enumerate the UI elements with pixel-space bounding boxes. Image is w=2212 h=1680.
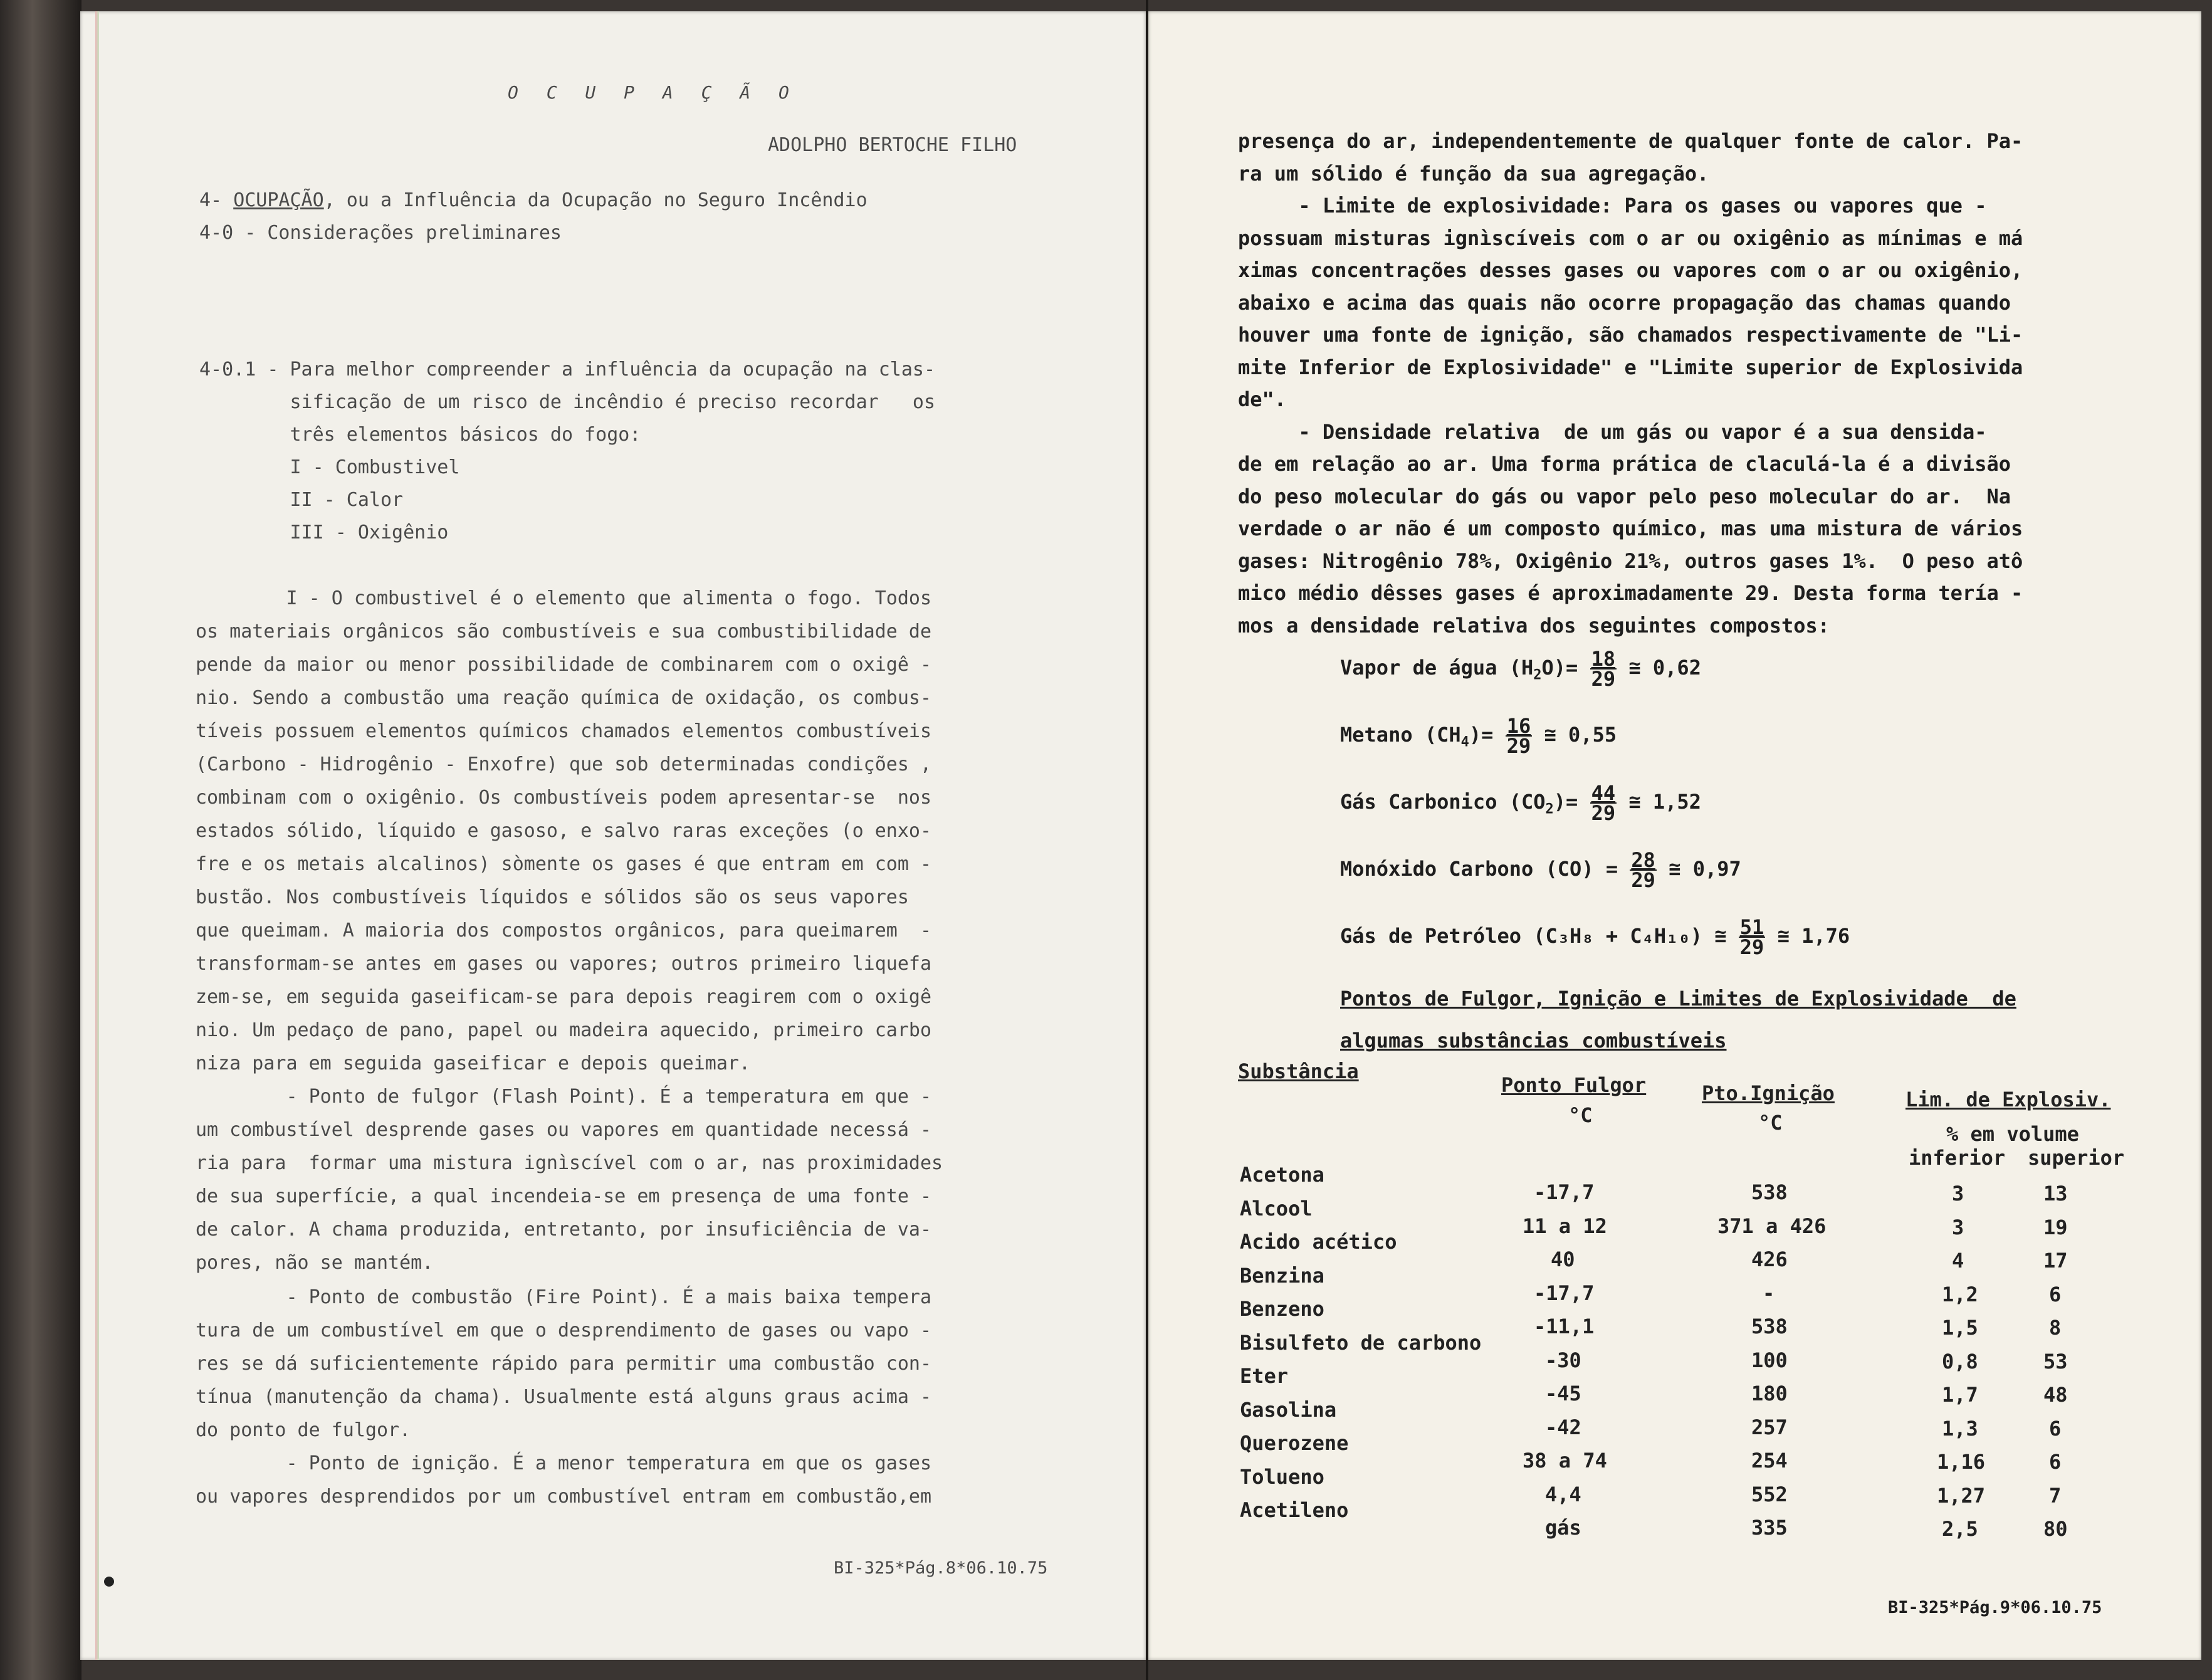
table-cell-flash: gás — [1545, 1516, 1581, 1540]
table-cell-substance: Querozene — [1240, 1431, 1349, 1455]
formula-result: ≅ 1,76 — [1765, 924, 1850, 948]
heading-rest: , ou a Influência da Ocupação no Seguro Incêndio — [323, 189, 868, 211]
right-footer: BI-325*Pág.9*06.10.75 — [1888, 1598, 2102, 1617]
text-line: transformam-se antes em gases ou vapores; outros primeiro liquefa — [196, 953, 931, 975]
text-line: bustão. Nos combustíveis líquidos e sólidos são os seus vapores — [196, 886, 909, 908]
text-line: (Carbono - Hidrogênio - Enxofre) que sob determinadas condições , — [196, 753, 931, 775]
book-edge — [0, 0, 81, 1680]
table-cell-flash: 4,4 — [1545, 1482, 1581, 1506]
text-line: que queimam. A maioria dos compostos orgânicos, para queimarem - — [196, 920, 931, 942]
table-title-line1: Pontos de Fulgor, Ignição e Limites de Explosividade de — [1340, 987, 2016, 1011]
table-cell-flash: -45 — [1545, 1382, 1581, 1405]
table-cell-upper: 6 — [2049, 1282, 2062, 1306]
text-line: abaixo e acima das quais não ocorre propagação das chamas quando — [1238, 290, 2011, 315]
text-line: mite Inferior de Explosividade" e "Limite superior de Explosivida — [1238, 355, 2023, 379]
header-substance: Substância — [1238, 1059, 1359, 1083]
fraction — [1739, 915, 1766, 959]
table-cell-upper: 17 — [2043, 1249, 2068, 1273]
heading-word: OCUPAÇÃO — [233, 189, 324, 211]
text-line: II - Calor — [199, 489, 404, 511]
text-line: mos a densidade relativa dos seguintes compostos: — [1238, 613, 1830, 638]
book-gutter — [1146, 0, 1148, 1680]
subheading: 4-0 - Considerações preliminares — [199, 222, 562, 244]
table-cell-flash: -42 — [1545, 1415, 1581, 1439]
formula-rest: O)= — [1541, 656, 1590, 680]
formula-result: ≅ 0,97 — [1656, 857, 1741, 881]
table-cell-substance: Acido acético — [1240, 1230, 1397, 1254]
fraction — [1630, 848, 1657, 892]
text-line: de calor. A chama produzida, entretanto, por insuficiência de va- — [196, 1219, 931, 1241]
text-line: um combustível desprende gases ou vapores em quantidade necessá - — [196, 1119, 931, 1141]
table-cell-substance: Benzeno — [1240, 1297, 1324, 1321]
text-line: ximas concentrações desses gases ou vapores com o ar ou oxigênio, — [1238, 258, 2023, 282]
formula-compound: Monóxido Carbono (CO) = — [1340, 857, 1630, 881]
text-line: niza para em seguida gaseificar e depois queimar. — [196, 1053, 751, 1074]
fraction — [1590, 647, 1617, 691]
header-upper: superior — [2028, 1146, 2125, 1170]
text-line: nio. Sendo a combustão uma reação química de oxidação, os combus- — [196, 687, 931, 709]
formula-subscript: 2 — [1533, 667, 1542, 683]
table-cell-ignition: 371 a 426 — [1717, 1214, 1827, 1238]
formula-result: ≅ 0,55 — [1532, 723, 1617, 747]
table-cell-ignition: 100 — [1751, 1348, 1788, 1372]
table-cell-ignition: - — [1763, 1281, 1775, 1305]
density-formula — [1340, 783, 1701, 828]
text-line: mico médio dêsses gases é aproximadamente 29. Desta forma tería - — [1238, 581, 2023, 605]
table-cell-ignition: 552 — [1751, 1482, 1788, 1506]
table-cell-substance: Eter — [1240, 1364, 1289, 1388]
density-formula — [1340, 649, 1701, 694]
text-line: I - O combustivel é o elemento que alimenta o fogo. Todos — [196, 587, 931, 609]
table-cell-lower: 3 — [1952, 1182, 1964, 1205]
text-line: sificação de um risco de incêndio é preciso recordar os — [199, 391, 935, 413]
fraction-denominator: 29 — [1591, 667, 1616, 691]
table-cell-ignition: 538 — [1751, 1180, 1788, 1204]
text-line: fre e os metais alcalinos) sòmente os gases é que entram em com - — [196, 853, 931, 875]
table-cell-lower: 3 — [1952, 1215, 1964, 1239]
table-cell-lower: 1,27 — [1937, 1483, 1986, 1508]
table-cell-upper: 6 — [2049, 1416, 2062, 1441]
table-cell-ignition: 538 — [1751, 1315, 1788, 1338]
table-cell-substance: Alcool — [1240, 1196, 1313, 1221]
left-footer: BI-325*Pág.8*06.10.75 — [834, 1558, 1048, 1578]
header-explosive: Lim. de Explosiv. — [1905, 1088, 2111, 1111]
table-cell-substance: Gasolina — [1240, 1397, 1337, 1422]
text-line: pende da maior ou menor possibilidade de combinarem com o oxigê - — [196, 654, 931, 676]
text-line: verdade o ar não é um composto químico, mas uma mistura de vários — [1238, 517, 2023, 540]
table-cell-flash: -30 — [1545, 1348, 1581, 1372]
text-line: do ponto de fulgor. — [196, 1419, 411, 1441]
text-line: gases: Nitrogênio 78%, Oxigênio 21%, outros gases 1%. O peso atô — [1238, 549, 2023, 573]
formula-subscript: 4 — [1460, 734, 1469, 750]
table-cell-upper: 53 — [2043, 1349, 2068, 1373]
fraction-numerator: 44 — [1591, 781, 1616, 805]
text-line: - Ponto de combustão (Fire Point). É a mais baixa tempera — [196, 1286, 931, 1308]
header-ignition-unit: °C — [1758, 1111, 1783, 1135]
text-line: nio. Um pedaço de pano, papel ou madeira aquecido, primeiro carbo — [196, 1019, 931, 1041]
text-line: - Ponto de ignição. É a menor temperatura em que os gases — [196, 1452, 931, 1474]
page-title: O C U P A Ç Ã O — [508, 82, 798, 103]
text-line: de sua superfície, a qual incendeia-se em presença de uma fonte - — [196, 1185, 931, 1207]
table-cell-upper: 80 — [2043, 1517, 2068, 1541]
table-cell-lower: 4 — [1952, 1249, 1964, 1273]
text-line: três elementos básicos do fogo: — [199, 424, 641, 446]
table-cell-lower: 1,16 — [1937, 1450, 1986, 1474]
table-cell-substance: Acetileno — [1240, 1498, 1349, 1522]
text-line: pores, não se mantém. — [196, 1252, 434, 1274]
header-lower: inferior — [1909, 1146, 2006, 1170]
table-title-line2: algumas substâncias combustíveis — [1340, 1029, 1727, 1053]
fraction — [1506, 714, 1533, 758]
density-formula — [1340, 716, 1617, 761]
table-cell-substance: Tolueno — [1240, 1464, 1324, 1489]
text-line: possuam misturas ignìscíveis com o ar ou oxigênio as mínimas e má — [1238, 226, 2023, 250]
formula-compound: Gás Carbonico (CO — [1340, 790, 1546, 814]
text-line: os materiais orgânicos são combustíveis e sua combustibilidade de — [196, 621, 931, 643]
fraction — [1590, 781, 1617, 825]
table-cell-ignition: 335 — [1751, 1516, 1788, 1540]
text-line: I - Combustivel — [199, 456, 460, 478]
text-line: III - Oxigênio — [199, 522, 449, 543]
table-cell-ignition: 426 — [1751, 1247, 1788, 1271]
formula-result: ≅ 0,62 — [1617, 656, 1701, 680]
text-line: combinam com o oxigênio. Os combustíveis podem apresentar-se nos — [196, 787, 931, 809]
formula-result: ≅ 1,52 — [1617, 790, 1701, 814]
formula-compound: Gás de Petróleo (C₃H₈ + C₄H₁₀) ≅ — [1340, 924, 1739, 948]
table-cell-flash: 11 a 12 — [1523, 1214, 1607, 1238]
table-cell-lower: 0,8 — [1942, 1349, 1978, 1373]
table-cell-flash: 38 a 74 — [1523, 1449, 1607, 1473]
table-cell-ignition: 254 — [1751, 1449, 1788, 1473]
text-line: presença do ar, independentemente de qualquer fonte de calor. Pa- — [1238, 129, 2023, 153]
header-flash-unit: °C — [1568, 1103, 1593, 1127]
text-line: estados sólido, líquido e gasoso, e salvo raras exceções (o enxo- — [196, 820, 931, 842]
table-cell-ignition: 180 — [1751, 1382, 1788, 1405]
formula-compound: Vapor de água (H — [1340, 656, 1534, 680]
table-cell-upper: 19 — [2043, 1215, 2068, 1239]
table-cell-upper: 8 — [2049, 1316, 2062, 1340]
text-line: do peso molecular do gás ou vapor pelo peso molecular do ar. Na — [1238, 484, 2011, 508]
table-cell-lower: 1,5 — [1942, 1316, 1978, 1340]
fraction-numerator: 16 — [1506, 714, 1531, 738]
fraction-numerator: 18 — [1591, 647, 1616, 671]
formula-rest: )= — [1553, 790, 1590, 814]
table-cell-upper: 7 — [2049, 1483, 2062, 1508]
text-line: - Ponto de fulgor (Flash Point). É a temperatura em que - — [196, 1086, 931, 1108]
table-cell-flash: 40 — [1551, 1247, 1575, 1271]
density-formula — [1340, 850, 1741, 890]
text-line: ria para formar uma mistura ignìscível com o ar, nas proximidades — [196, 1152, 943, 1174]
table-cell-flash: -17,7 — [1534, 1180, 1595, 1204]
fraction-numerator: 28 — [1631, 848, 1655, 872]
table-cell-substance: Bisulfeto de carbono — [1240, 1330, 1482, 1355]
fraction-denominator: 29 — [1631, 868, 1655, 892]
margin-stripe — [95, 11, 99, 1660]
header-flash-point: Ponto Fulgor — [1501, 1073, 1647, 1097]
table-cell-substance: Acetona — [1240, 1163, 1324, 1187]
text-line: ou vapores desprendidos por um combustível entram em combustão,em — [196, 1486, 931, 1508]
table-cell-ignition: 257 — [1751, 1415, 1788, 1439]
author: ADOLPHO BERTOCHE FILHO — [768, 134, 1017, 156]
fraction-denominator: 29 — [1506, 734, 1531, 758]
text-line: tíveis possuem elementos químicos chamados elementos combustíveis — [196, 720, 931, 742]
formula-subscript: 2 — [1545, 801, 1554, 817]
header-ignition: Pto.Ignição — [1702, 1081, 1835, 1105]
table-cell-flash: -17,7 — [1534, 1281, 1595, 1305]
binding-hole — [104, 1577, 114, 1587]
table-cell-upper: 13 — [2043, 1182, 2068, 1205]
table-cell-upper: 48 — [2043, 1383, 2068, 1407]
header-explosive-sub: % em volume — [1946, 1122, 2079, 1146]
text-line: ra um sólido é função da sua agregação. — [1238, 161, 1709, 186]
fraction-denominator: 29 — [1739, 935, 1764, 959]
section-heading — [199, 188, 868, 213]
table-cell-lower: 1,2 — [1942, 1282, 1978, 1306]
fraction-denominator: 29 — [1591, 801, 1616, 825]
formula-compound: Metano (CH — [1340, 723, 1461, 747]
table-cell-lower: 1,7 — [1942, 1383, 1978, 1407]
text-line: houver uma fonte de ignição, são chamados respectivamente de "Li- — [1238, 323, 2023, 347]
text-line: zem-se, em seguida gaseificam-se para depois reagirem com o oxigê — [196, 986, 931, 1008]
table-cell-upper: 6 — [2049, 1450, 2062, 1474]
density-formula — [1340, 917, 1850, 957]
text-line: - Densidade relativa de um gás ou vapor é a sua densida- — [1238, 419, 1987, 444]
text-line: tura de um combustível em que o desprendimento de gases ou vapo - — [196, 1320, 931, 1341]
table-cell-lower: 1,3 — [1942, 1416, 1978, 1441]
table-cell-substance: Benzina — [1240, 1263, 1324, 1288]
text-line: de". — [1238, 387, 1287, 411]
text-line: tínua (manutenção da chama). Usualmente está alguns graus acima - — [196, 1386, 931, 1408]
table-cell-flash: -11,1 — [1534, 1315, 1595, 1338]
fraction-numerator: 51 — [1739, 915, 1764, 939]
heading-number: 4- — [199, 189, 223, 211]
text-line: 4-0.1 - Para melhor compreender a influência da ocupação na clas- — [199, 359, 935, 381]
table-cell-lower: 2,5 — [1942, 1517, 1978, 1541]
text-line: de em relação ao ar. Uma forma prática de claculá-la é a divisão — [1238, 452, 2011, 476]
text-line: res se dá suficientemente rápido para permitir uma combustão con- — [196, 1353, 931, 1375]
formula-rest: )= — [1469, 723, 1506, 747]
text-line: - Limite de explosividade: Para os gases ou vapores que - — [1238, 194, 1987, 218]
